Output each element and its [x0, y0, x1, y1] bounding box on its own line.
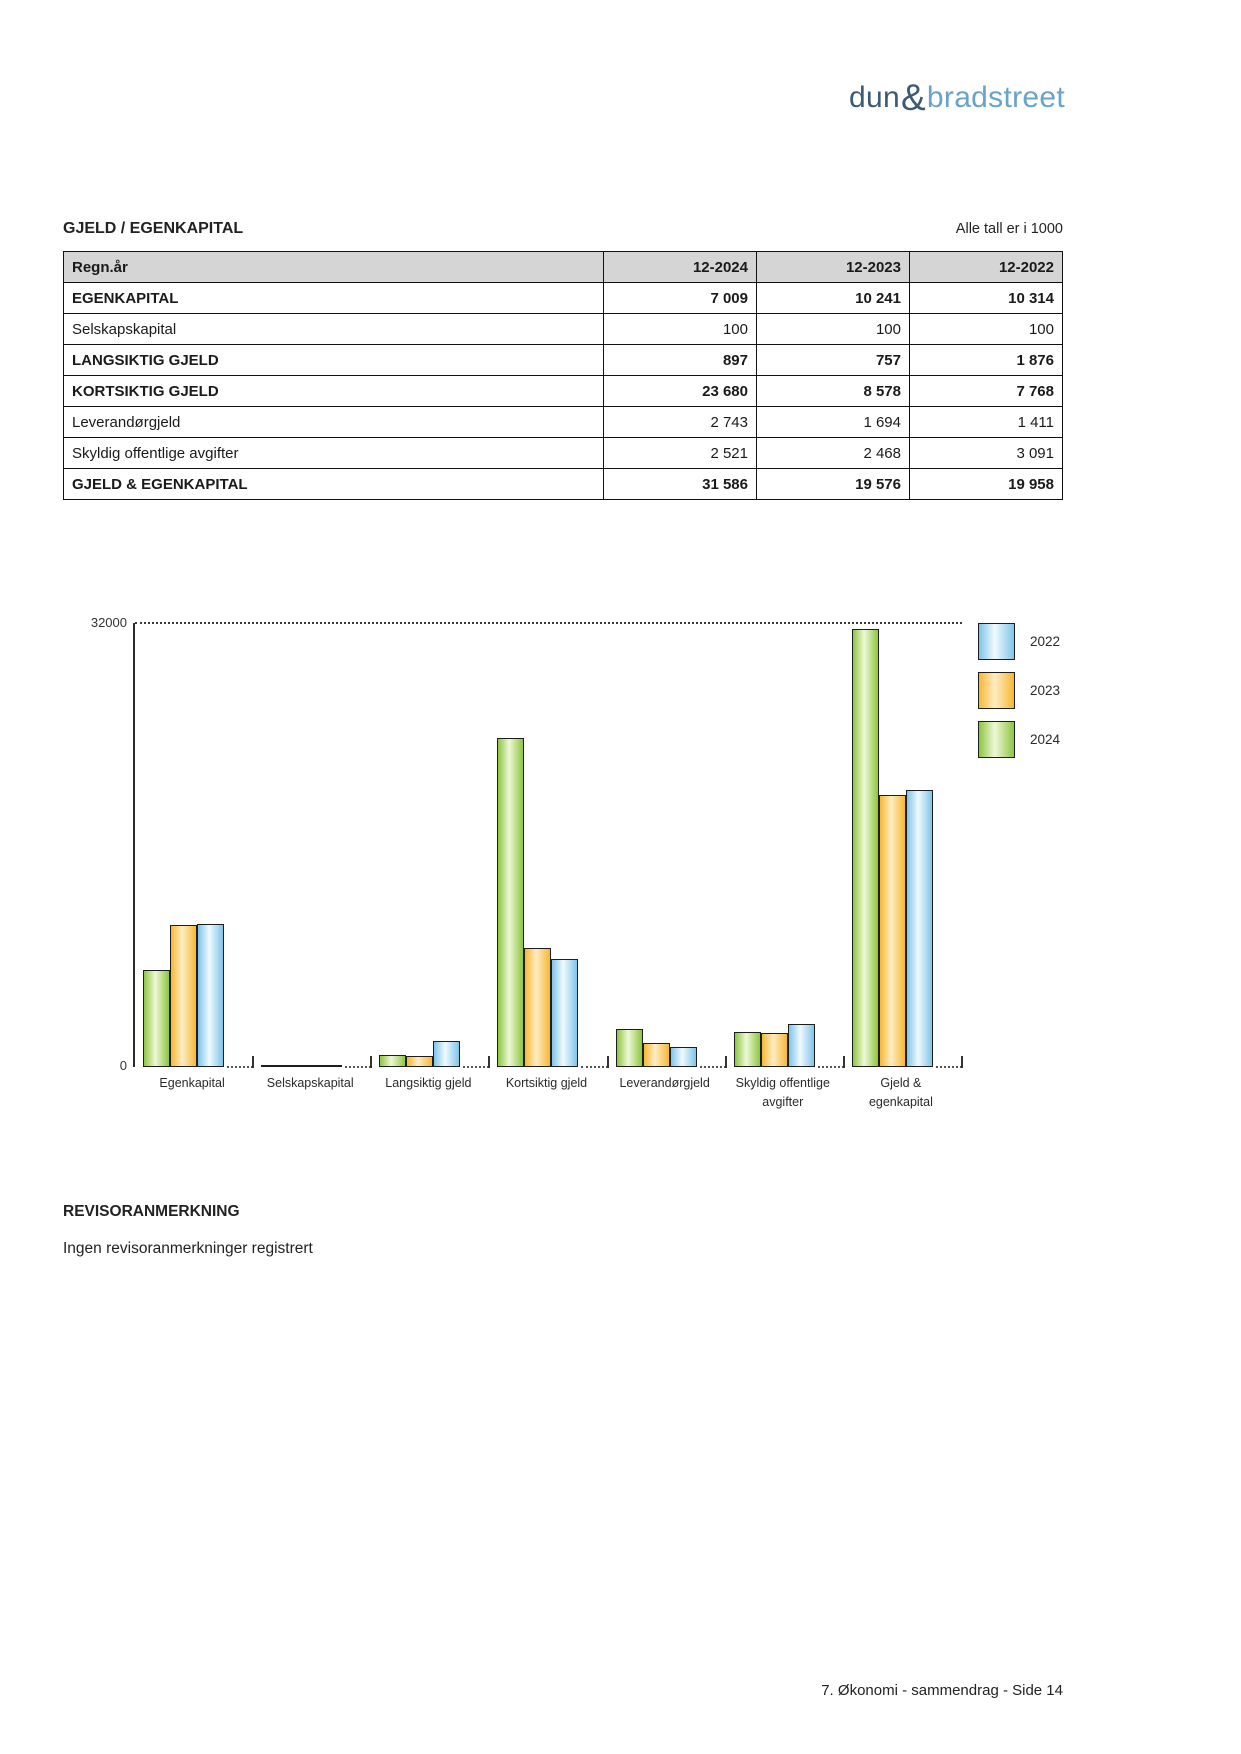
baseline-dotted-segment	[818, 1066, 844, 1068]
row-label: EGENKAPITAL	[64, 283, 604, 314]
cell-value: 7 009	[604, 283, 757, 314]
header-regnaar: Regn.år	[64, 252, 604, 283]
bar-2022	[551, 959, 578, 1067]
chart-category-group	[726, 623, 844, 1067]
baseline-dotted-segment	[345, 1066, 371, 1068]
legend-label: 2023	[1030, 683, 1061, 698]
bar-2022	[670, 1047, 697, 1067]
bar-2023	[761, 1033, 788, 1067]
bar-2023	[288, 1065, 315, 1067]
cell-value: 100	[757, 314, 910, 345]
table-row	[64, 283, 1063, 314]
cell-value: 100	[604, 314, 757, 345]
bar-group	[734, 1024, 815, 1067]
table-row	[64, 407, 1063, 438]
cell-value: 23 680	[604, 376, 757, 407]
row-label: GJELD & EGENKAPITAL	[64, 469, 604, 500]
cell-value: 19 576	[757, 469, 910, 500]
legend-label: 2024	[1030, 732, 1061, 747]
section-title: GJELD / EGENKAPITAL	[63, 220, 244, 237]
bar-group	[852, 629, 933, 1067]
row-label: Leverandørgjeld	[64, 407, 604, 438]
revisor-text: Ingen revisoranmerkninger registrert	[63, 1240, 313, 1257]
bar-group	[616, 1029, 697, 1067]
section-heading-row	[63, 220, 1063, 238]
ampersand-icon: &	[900, 77, 926, 118]
table-row	[64, 345, 1063, 376]
cell-value: 2 743	[604, 407, 757, 438]
cell-value: 10 241	[757, 283, 910, 314]
chart-category-group	[253, 623, 371, 1067]
category-label: Selskapskapital	[266, 1076, 354, 1090]
category-label: Langsiktig gjeld	[385, 1076, 472, 1090]
category-label: Kortsiktig gjeld	[505, 1076, 588, 1090]
chart-category-group	[371, 623, 489, 1067]
table-row	[64, 376, 1063, 407]
row-label: Skyldig offentlige avgifter	[64, 438, 604, 469]
category-label: Egenkapital	[159, 1076, 225, 1090]
header-12-2022: 12-2022	[910, 252, 1063, 283]
x-axis-tick	[961, 1056, 963, 1068]
y-axis-zero-label: 0	[119, 1058, 127, 1073]
cell-value: 1 694	[757, 407, 910, 438]
bar-2024	[497, 738, 524, 1067]
units-note: Alle tall er i 1000	[955, 221, 1063, 237]
y-axis-max-label: 32000	[90, 615, 127, 630]
bar-2024	[379, 1055, 406, 1067]
chart-legend	[978, 623, 1060, 770]
table-row	[64, 314, 1063, 345]
row-label: Selskapskapital	[64, 314, 604, 345]
baseline-dotted-segment	[227, 1066, 253, 1068]
logo-text-dun: dun	[848, 81, 900, 114]
bar-2024	[143, 970, 170, 1067]
cell-value: 897	[604, 345, 757, 376]
bar-2023	[643, 1043, 670, 1067]
chart-category-group	[135, 623, 253, 1067]
chart-category-group	[489, 623, 607, 1067]
cell-value: 1 876	[910, 345, 1063, 376]
bar-2022	[906, 790, 933, 1067]
legend-swatch-2024	[978, 721, 1015, 758]
cell-value: 19 958	[910, 469, 1063, 500]
category-label: Gjeld & egenkapital	[868, 1076, 933, 1110]
legend-item-2023	[978, 672, 1060, 709]
bar-2022	[788, 1024, 815, 1067]
table-header-row	[64, 252, 1063, 283]
bar-2024	[616, 1029, 643, 1067]
legend-swatch-2022	[978, 623, 1015, 660]
cell-value: 10 314	[910, 283, 1063, 314]
legend-item-2024	[978, 721, 1060, 758]
cell-value: 1 411	[910, 407, 1063, 438]
cell-value: 3 091	[910, 438, 1063, 469]
bar-2022	[197, 924, 224, 1067]
chart-category-group	[608, 623, 726, 1067]
bar-2022	[433, 1041, 460, 1067]
bar-2023	[170, 925, 197, 1067]
dun-bradstreet-logo	[820, 74, 1065, 116]
header-12-2023: 12-2023	[757, 252, 910, 283]
x-axis-labels	[133, 1074, 960, 1113]
row-label: LANGSIKTIG GJELD	[64, 345, 604, 376]
legend-item-2022	[978, 623, 1060, 660]
bar-group	[497, 738, 578, 1067]
chart-category-group	[844, 623, 962, 1067]
bar-2023	[406, 1056, 433, 1067]
bar-2024	[852, 629, 879, 1067]
cell-value: 31 586	[604, 469, 757, 500]
chart-plot-area	[133, 623, 962, 1067]
page-footer: 7. Økonomi - sammendrag - Side 14	[821, 1682, 1063, 1699]
logo-text-bradstreet: bradstreet	[926, 81, 1065, 114]
header-12-2024: 12-2024	[604, 252, 757, 283]
bar-group	[143, 924, 224, 1067]
legend-label: 2022	[1030, 634, 1061, 649]
balance-table	[63, 251, 1063, 500]
baseline-dotted-segment	[463, 1066, 489, 1068]
bar-2022	[315, 1065, 342, 1067]
baseline-dotted-segment	[700, 1066, 726, 1068]
category-label: Skyldig offentlige avgifter	[735, 1076, 830, 1110]
bar-2023	[524, 948, 551, 1067]
bar-2024	[734, 1032, 761, 1067]
bar-2023	[879, 795, 906, 1067]
cell-value: 757	[757, 345, 910, 376]
baseline-dotted-segment	[581, 1066, 607, 1068]
cell-value: 8 578	[757, 376, 910, 407]
table-row	[64, 469, 1063, 500]
baseline-dotted-segment	[936, 1066, 962, 1068]
cell-value: 7 768	[910, 376, 1063, 407]
bar-2024	[261, 1065, 288, 1067]
category-label: Leverandørgjeld	[619, 1076, 710, 1090]
table-row	[64, 438, 1063, 469]
revisor-heading: REVISORANMERKNING	[63, 1203, 240, 1220]
legend-swatch-2023	[978, 672, 1015, 709]
cell-value: 2 468	[757, 438, 910, 469]
bar-group	[379, 1041, 460, 1067]
cell-value: 2 521	[604, 438, 757, 469]
row-label: KORTSIKTIG GJELD	[64, 376, 604, 407]
cell-value: 100	[910, 314, 1063, 345]
bar-group	[261, 1065, 342, 1067]
